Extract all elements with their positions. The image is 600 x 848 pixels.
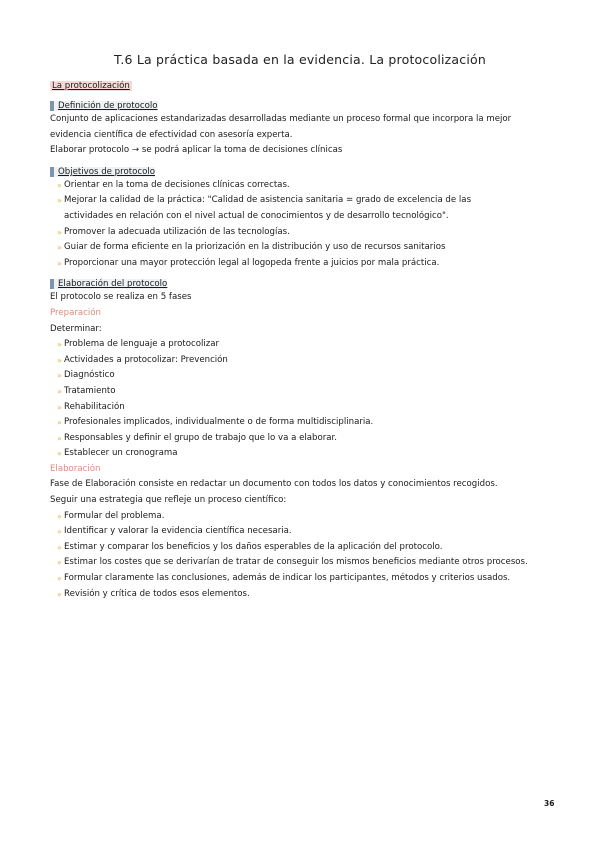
bullet-icon: » — [57, 449, 62, 459]
list-item: » Establecer un cronograma — [58, 446, 550, 462]
definicion-text-1: Conjunto de aplicaciones estandarizadas desarrolladas mediante un proceso formal que incorpora la mejor — [50, 114, 512, 124]
list-item: » Mejorar la calidad de la práctica: "Calidad de asistencia sanitaria = grado de excelencia de las — [58, 193, 550, 209]
list-item: » Formular del problema. — [58, 509, 550, 525]
subheading-objetivos: Objetivos de protocolo — [50, 167, 155, 177]
bullet-icon: » — [57, 527, 62, 537]
elaboracion-list — [50, 509, 550, 603]
section-heading: La protocolización — [52, 81, 130, 91]
list-item: » Profesionales implicados, individualmente o de forma multidisciplinaria. — [58, 415, 550, 431]
bullet-icon: » — [57, 511, 62, 521]
list-item: » Revisión y crítica de todos esos elementos. — [58, 587, 550, 603]
bullet-icon: » — [57, 371, 62, 381]
bullet-icon: » — [57, 180, 62, 190]
list-item: » Estimar los costes que se derivarían de tratar de conseguir los mismos beneficios mediante otros procesos. — [58, 555, 550, 571]
list-item-continuation: actividades en relación con el nivel actual de conocimientos y de desarrollo tecnológico". — [64, 210, 449, 221]
subheading-definicion: Definición de protocolo — [50, 101, 158, 111]
objetivos-list — [50, 178, 550, 272]
bullet-icon: » — [57, 196, 62, 206]
page-title: T.6 La práctica basada en la evidencia. La protocolización — [113, 52, 487, 67]
subheading-elaboracion: Elaboración del protocolo — [50, 279, 167, 289]
page-number: 36 — [544, 799, 555, 808]
bullet-icon: » — [57, 433, 62, 443]
document-page — [50, 52, 550, 602]
bullet-icon: » — [57, 340, 62, 350]
bullet-icon: » — [57, 589, 62, 599]
list-item: » Promover la adecuada utilización de las tecnologías. — [58, 225, 550, 241]
bullet-icon: » — [57, 355, 62, 365]
bullet-icon: » — [57, 542, 62, 552]
bullet-icon: » — [57, 227, 62, 237]
preparacion-intro: Determinar: — [50, 323, 102, 334]
preparacion-list — [50, 337, 550, 462]
elaboracion-text-1: Fase de Elaboración consiste en redactar un documento con todos los datos y conocimientos recogidos. — [50, 479, 498, 490]
list-item: » Actividades a protocolizar: Prevención — [58, 353, 550, 369]
list-item: » Guiar de forma eficiente en la priorización en la distribución y uso de recursos sanitarios — [58, 240, 550, 256]
phase-label-elaboracion: Elaboración — [50, 463, 101, 474]
phase-label-preparacion: Preparación — [50, 307, 101, 318]
list-item: » Proporcionar una mayor protección legal al logopeda frente a juicios por mala práctica. — [58, 256, 550, 272]
elaboracion-intro: El protocolo se realiza en 5 fases — [50, 292, 192, 303]
list-item: » Tratamiento — [58, 384, 550, 400]
definicion-text-2: evidencia científica de efectividad con asesoría experta. — [50, 129, 293, 140]
bullet-icon: » — [57, 574, 62, 584]
list-item: » Responsables y definir el grupo de trabajo que lo va a elaborar. — [58, 431, 550, 447]
bullet-icon: » — [57, 258, 62, 268]
list-item: » Orientar en la toma de decisiones clínicas correctas. — [58, 178, 550, 194]
list-item: » Identificar y valorar la evidencia científica necesaria. — [58, 524, 550, 540]
list-item: » Rehabilitación — [58, 400, 550, 416]
list-item: » Diagnóstico — [58, 368, 550, 384]
bullet-icon: » — [57, 386, 62, 396]
list-item: » Problema de lenguaje a protocolizar — [58, 337, 550, 353]
elaboracion-text-2: Seguir una estrategia que refleje un proceso científico: — [50, 495, 287, 506]
list-item: » Estimar y comparar los beneficios y los daños esperables de la aplicación del protocolo. — [58, 540, 550, 556]
bullet-icon: » — [57, 418, 62, 428]
bullet-icon: » — [57, 243, 62, 253]
bullet-icon: » — [57, 558, 62, 568]
definicion-text-3: Elaborar protocolo → se podrá aplicar la toma de decisiones clínicas — [50, 145, 343, 156]
list-item: » Formular claramente las conclusiones, además de indicar los participantes, métodos y criterios usados. — [58, 571, 550, 587]
bullet-icon: » — [57, 402, 62, 412]
